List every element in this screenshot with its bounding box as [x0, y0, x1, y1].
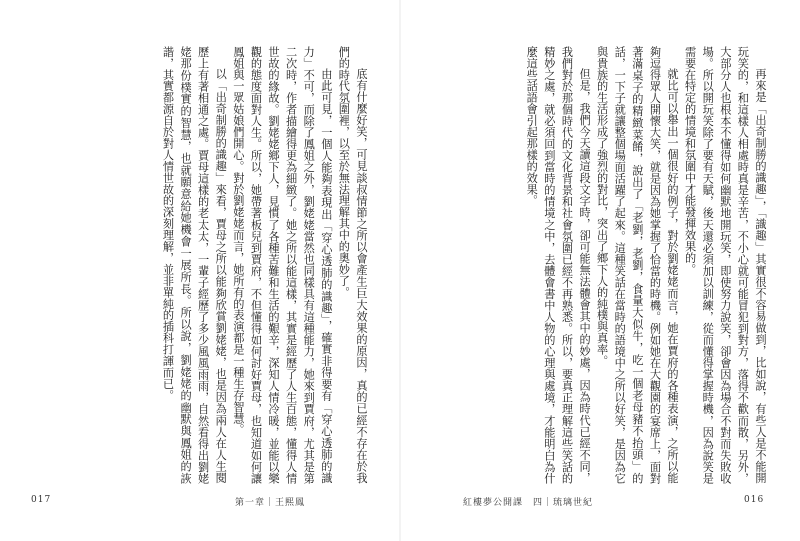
paragraph: 就比可以舉出一個很好的例子，對於劉姥姥而言，她在賈府的各種表演，之所以能夠逗得眾人開懷大笑，就是因為她掌握了恰當的時機。例如她在大觀園的宴席上，面對著滿桌子的精緻菜餚，說出了「老劉，老劉，食量大似牛，吃一個老母豬不抬頭」的話，一下子就讓整個場面活躍了起來。這種笑話在當時的語境中之所以好笑，是因為它與貴族的生活形成了強烈的對比，突出了鄉下人的純樸與真率。 — [595, 46, 680, 484]
left-page-text — [31, 46, 370, 484]
page-number: 016 — [744, 495, 765, 505]
running-head: 紅樓夢公開課 四｜琉璃世紀 — [463, 498, 594, 508]
right-page — [400, 0, 800, 541]
paragraph: 再來是「出奇制勝的識趣」，「識趣」其實很不容易做到，比如說，有些人是不能開玩笑的，和這樣人相處時真是辛苦，不小心就可能冒犯到對方，落得不歡而散，另外，大部分人也根本不懂得如何幽默地開玩笑，即使努力說笑，卻會因為場合不對而失敗收場。所以開玩笑除了要有天賦，後天還必須加以訓練，從而懂得掌握時機，因為說笑是需要在特定的情境和氛圍中才能發揮效果的。 — [683, 46, 767, 484]
page-number: 017 — [31, 495, 52, 505]
paragraph: 底有什麼好笑，可見談叔情節之所以會產生巨大效果的原因，真的已經不存在於我們的時代氛圍裡，以至於無法理解其中的奧妙了。 — [337, 46, 368, 484]
paragraph: 由此可見，一個人能夠表現出「穿心透肺的識趣」，確實非得要有「穿心透肺的識力」不可，而除了鳳姐之外，劉姥姥當然也同樣具有這種能力，她來到賈府，尤其是第二次時，作者描繪得更為細緻了。她之所以能這樣，其實是經歷了人生百態，懂得人情世故的緣故。劉姥姥鄉下人，見慣了各種苦難和生活的艱辛，深知人情冷暖，並能以樂觀的態度面對人生。所以，她帶著板兒到賈府，不但懂得如何討好賈母，也知道如何讓鳳姐與一眾姑娘們開心。對於劉姥姥而言，她所有的表演都是一種生存智慧。 — [231, 46, 333, 484]
running-head: 第一章｜王熙鳳 — [235, 498, 306, 508]
paragraph: 以「出奇制勝的識趣」來看，賈母之所以能夠欣賞劉姥姥，也是因為兩人在人生閱歷上有著相通之處。賈母這樣的老太太，一輩子經歷了多少風風雨雨，自然看得出劉姥姥那份樸實的智慧，也就願意給她機會一展所長。所以說，劉姥姥的幽默與鳳姐的詼諧，其實都源自於對人情世故的深刻理解，並非單純的插科打諢而已。 — [161, 46, 228, 484]
right-page-text — [430, 46, 769, 484]
paragraph: 但是，我們今天讀這段文字時，卻可能無法體會其中的妙處，因為時代已經不同，我們對於那個時代的文化背景和社會氛圍已經不再熟悉。所以，要真正理解這些笑話的精妙之處，就必須回到當時的情境之中，去體會書中人物的心理與處境，才能明白為什麼這些話語會引起那樣的效果。 — [525, 46, 592, 484]
